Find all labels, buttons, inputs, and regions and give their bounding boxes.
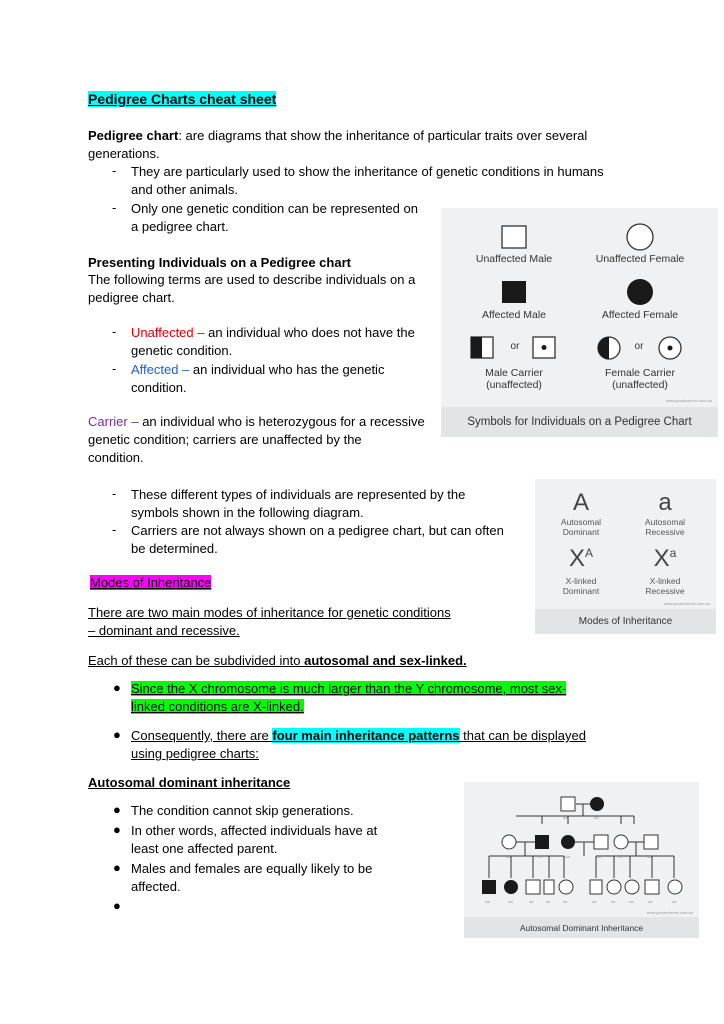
pedigree-female-unaffected bbox=[625, 880, 639, 894]
symbols-figure bbox=[441, 208, 718, 437]
genotype-label: aa bbox=[647, 854, 652, 859]
pedigree-male-unaffected bbox=[526, 880, 540, 894]
label-female-carrier: Female Carrier bbox=[604, 367, 675, 379]
modes-bullet-1: Since the X chromosome is much larger than the Y chromosome, most sex- bbox=[131, 681, 567, 696]
genotype-label: aa bbox=[648, 899, 653, 904]
modes-bullet-1-cont: linked conditions are X-linked. bbox=[131, 699, 304, 714]
autosomal-bullet-2: In other words, affected individuals have at bbox=[131, 823, 378, 838]
pedigree-male-unaffected bbox=[644, 835, 658, 849]
presenting-text: The following terms are used to describe individuals on a bbox=[88, 272, 416, 287]
unaffected-female-symbol bbox=[627, 224, 653, 250]
modes-bullet-2-cont: using pedigree charts: bbox=[131, 746, 259, 761]
dash-marker: - bbox=[112, 163, 117, 178]
autosomal-bullet-2-cont: least one affected parent. bbox=[131, 841, 278, 856]
bullet-dot: ● bbox=[113, 802, 121, 817]
ad-pedigree-figure bbox=[464, 782, 699, 938]
presenting-bullet-1-cont: symbols shown in the following diagram. bbox=[131, 505, 364, 520]
intro-definition-cont: generations. bbox=[88, 146, 160, 161]
or-label: or bbox=[634, 341, 644, 352]
dash-marker: - bbox=[112, 522, 117, 537]
pedigree-male-unaffected bbox=[594, 835, 608, 849]
modes-bullet-2: Consequently, there are four main inheritance patterns that can be displayed bbox=[131, 728, 586, 743]
affected-female-symbol bbox=[627, 279, 653, 305]
dash-marker: - bbox=[112, 324, 117, 339]
pedigree-female-affected bbox=[590, 797, 604, 811]
x-linked-dominant-symbol: $X^A$ bbox=[568, 545, 594, 572]
label-affected-female: Affected Female bbox=[601, 309, 679, 321]
affected-definition-cont: condition. bbox=[131, 380, 187, 395]
bullet-dot: ● bbox=[113, 898, 121, 913]
genotype-label: aa bbox=[563, 899, 568, 904]
autosomal-bullet-3: Males and females are equally likely to be bbox=[131, 861, 373, 876]
pedigree-male-unaffected bbox=[544, 880, 554, 894]
autosomal-recessive-symbol: a bbox=[658, 489, 672, 516]
x-linked-recessive-symbol: $X^a$ bbox=[653, 545, 677, 572]
genotype-label: aa bbox=[611, 899, 616, 904]
genotype-label: aa bbox=[618, 854, 623, 859]
modes-heading: Modes of Inheritance bbox=[90, 575, 212, 590]
intro-definition: Pedigree chart: are diagrams that show the inheritance of particular traits over several bbox=[88, 128, 588, 143]
pedigree-svg bbox=[464, 782, 699, 917]
label-female-carrier-sub: (unaffected) bbox=[612, 379, 668, 391]
label-autosomal-dominant: Autosomal Dominant bbox=[560, 517, 602, 537]
pedigree-female-unaffected bbox=[559, 880, 573, 894]
pedigree-male-unaffected bbox=[590, 880, 602, 894]
genotype-label: aa bbox=[672, 899, 677, 904]
label-autosomal-recessive: Autosomal Recessive bbox=[644, 517, 686, 537]
genotype-label: Aa bbox=[508, 899, 513, 904]
genotype-label: aa bbox=[597, 854, 602, 859]
autosomal-bullet-1: The condition cannot skip generations. bbox=[131, 803, 354, 818]
dash-marker: - bbox=[112, 486, 117, 501]
label-x-linked-dominant: X-linked Dominant bbox=[562, 576, 600, 596]
ad-caption: Autosomal Dominant Inheritance bbox=[464, 917, 699, 938]
presenting-heading: Presenting Individuals on a Pedigree chart bbox=[88, 255, 351, 270]
label-male-carrier: Male Carrier bbox=[485, 367, 543, 379]
label-affected-male: Affected Male bbox=[481, 309, 546, 321]
bullet-dot: ● bbox=[113, 727, 121, 742]
modes-figure bbox=[535, 479, 716, 634]
carrier-definition-cont: genetic condition; carriers are unaffected by the bbox=[88, 432, 362, 447]
bullet-dot: ● bbox=[113, 822, 121, 837]
pedigree-male-affected bbox=[535, 835, 549, 849]
bullet-dot: ● bbox=[113, 680, 121, 695]
autosomal-heading: Autosomal dominant inheritance bbox=[88, 775, 291, 790]
unaffected-definition: Unaffected – an individual who does not have the bbox=[131, 325, 415, 340]
modes-line-1: There are two main modes of inheritance for genetic conditions bbox=[88, 605, 451, 620]
watermark: www.goodscience.com.au bbox=[665, 398, 712, 403]
genotype-label: aa bbox=[563, 815, 568, 820]
genotype-label: aa bbox=[629, 899, 634, 904]
label-unaffected-female: Unaffected Female bbox=[595, 253, 685, 265]
watermark: www.goodscience.com.au bbox=[663, 601, 710, 606]
carrier-definition: Carrier – an individual who is heterozygous for a recessive bbox=[88, 414, 425, 429]
watermark: www.goodscience.com.au bbox=[646, 910, 693, 915]
intro-bullet-1: They are particularly used to show the inheritance of genetic conditions in humans bbox=[131, 164, 604, 179]
genotype-label: aa bbox=[529, 899, 534, 904]
female-carrier-symbol-half bbox=[598, 337, 620, 359]
affected-definition: Affected – an individual who has the genetic bbox=[131, 362, 385, 377]
carrier-definition-cont2: condition. bbox=[88, 450, 144, 465]
genotype-label: Aa bbox=[565, 854, 570, 859]
pedigree-male-unaffected bbox=[561, 797, 575, 811]
genotype-label: Aa bbox=[485, 899, 490, 904]
pedigree-female-unaffected bbox=[607, 880, 621, 894]
affected-male-symbol bbox=[502, 281, 526, 303]
presenting-bullet-2: Carriers are not always shown on a pedigree chart, but can often bbox=[131, 523, 504, 538]
pedigree-female-unaffected bbox=[614, 835, 628, 849]
pedigree-male-affected bbox=[482, 880, 496, 894]
pedigree-female-affected bbox=[504, 880, 518, 894]
autosomal-bullet-3-cont: affected. bbox=[131, 879, 181, 894]
symbols-caption: Symbols for Individuals on a Pedigree Chart bbox=[441, 407, 718, 437]
presenting-text-cont: pedigree chart. bbox=[88, 290, 175, 305]
pedigree-female-affected bbox=[561, 835, 575, 849]
label-unaffected-male: Unaffected Male bbox=[475, 253, 553, 265]
or-label: or bbox=[510, 341, 520, 352]
female-carrier-symbol-dot bbox=[659, 337, 681, 359]
unaffected-male-symbol bbox=[502, 226, 526, 248]
presenting-bullet-2-cont: be determined. bbox=[131, 541, 218, 556]
presenting-bullet-1: These different types of individuals are represented by the bbox=[131, 487, 466, 502]
pedigree-male-unaffected bbox=[645, 880, 659, 894]
label-male-carrier-sub: (unaffected) bbox=[486, 379, 542, 391]
genotype-label: aa bbox=[506, 854, 511, 859]
dash-marker: - bbox=[112, 361, 117, 376]
page-title: Pedigree Charts cheat sheet bbox=[88, 91, 277, 107]
male-carrier-symbol-half bbox=[471, 337, 493, 358]
pedigree-female-unaffected bbox=[502, 835, 516, 849]
intro-bullet-2: Only one genetic condition can be represented on bbox=[131, 201, 418, 216]
dash-marker: - bbox=[112, 200, 117, 215]
male-carrier-symbol-dot bbox=[533, 337, 555, 358]
genotype-label: aa bbox=[546, 899, 551, 904]
bullet-dot: ● bbox=[113, 860, 121, 875]
pedigree-female-unaffected bbox=[668, 880, 682, 894]
modes-caption: Modes of Inheritance bbox=[535, 609, 716, 634]
autosomal-dominant-symbol: A bbox=[572, 489, 589, 516]
label-x-linked-recessive: X-linked Recessive bbox=[645, 576, 685, 596]
genotype-label: aa bbox=[592, 899, 597, 904]
intro-bullet-1-cont: and other animals. bbox=[131, 182, 238, 197]
intro-bullet-2-cont: a pedigree chart. bbox=[131, 219, 229, 234]
modes-line-2: – dominant and recessive. bbox=[88, 623, 240, 638]
unaffected-definition-cont: genetic condition. bbox=[131, 343, 233, 358]
genotype-label: Aa bbox=[594, 815, 599, 820]
modes-line-3: Each of these can be subdivided into autosomal and sex-linked. bbox=[88, 653, 467, 668]
genotype-label: Aa bbox=[538, 854, 543, 859]
